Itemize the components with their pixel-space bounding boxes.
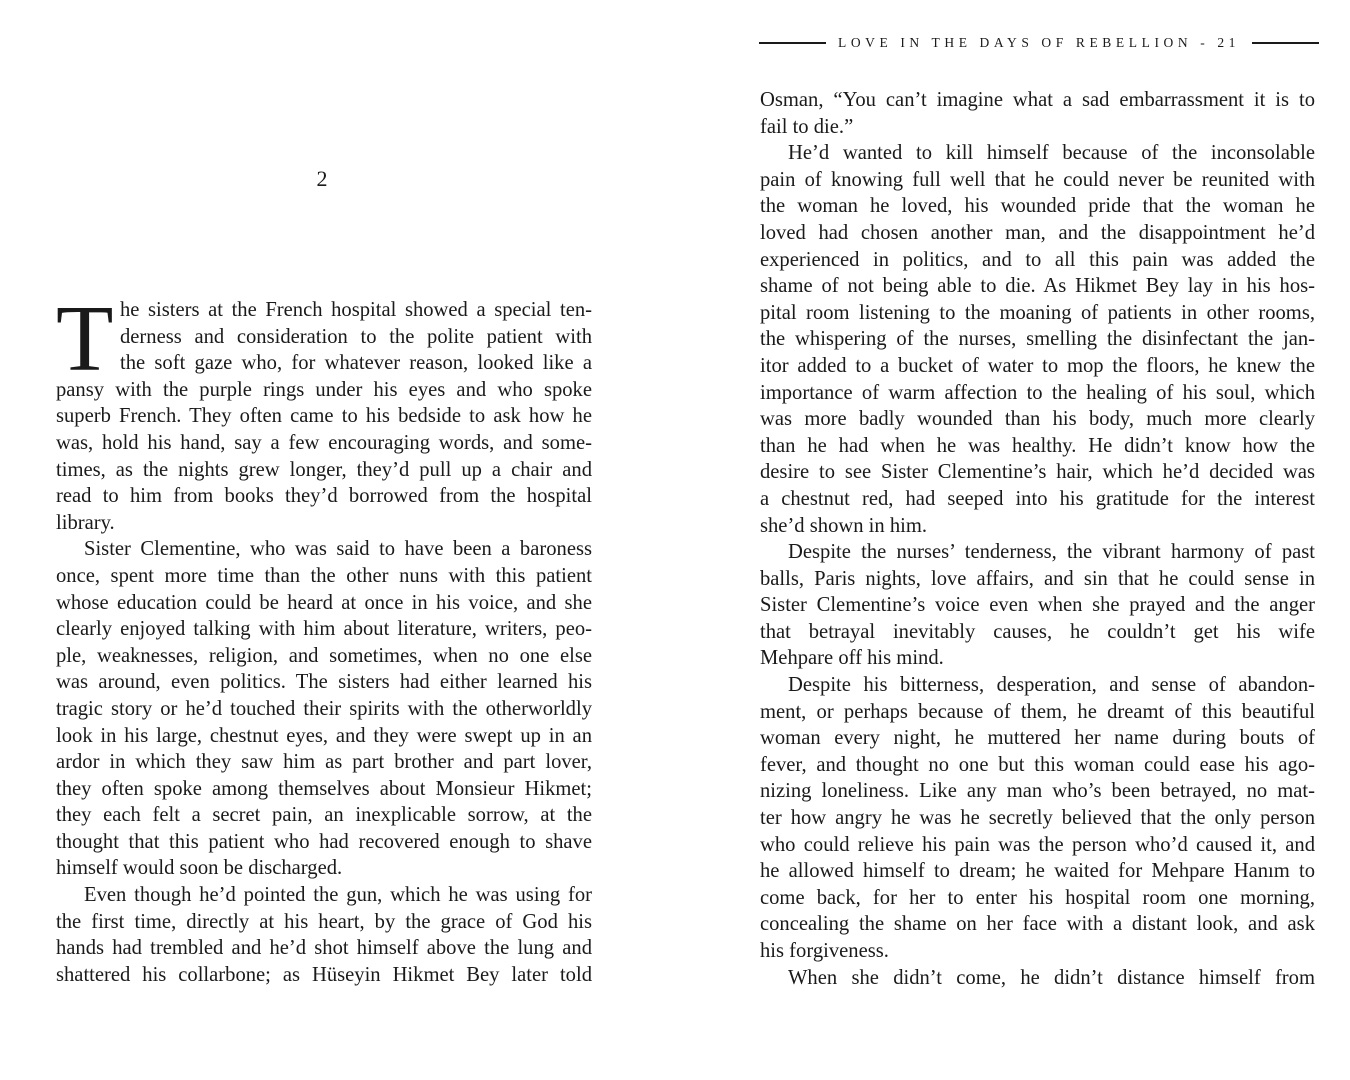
text-line: ardor in which they saw him as part brother and part lover, [56,751,592,774]
text-line: was more badly wounded than his body, much more clearly [760,408,1315,431]
text-line: He’d wanted to kill himself because of the inconsolable [788,142,1315,165]
text-line: was around, even politics. The sisters had either learned his [56,671,592,694]
text-line: look in his large, chestnut eyes, and they were swept up in an [56,724,592,747]
text-line: importance of warm affection to the healing of his soul, which [760,381,1315,404]
text-line: ter how angry he was he secretly believed that the only person [760,807,1315,830]
running-head-text [826,35,1252,51]
text-line: who could relieve his pain was the person who’d caused it, and [760,833,1315,856]
text-line: the first time, directly at his heart, by the grace of God his [56,910,592,933]
text-line: the soft gaze who, for whatever reason, looked like a [120,352,592,375]
text-line: loved had chosen another man, and the disappointment he’d [760,221,1315,244]
text-line: woman every night, he muttered her name during bouts of [760,727,1315,750]
running-head-rule-right [1252,42,1319,44]
text-line: read to him from books they’d borrowed from the hospital [56,485,592,508]
text-line: shame of not being able to die. As Hikmet Bey lay in his hos- [760,275,1315,298]
text-line: Even though he’d pointed the gun, which he was using for [84,884,592,907]
page-number: 21 [1217,35,1241,50]
text-line: ment, or perhaps because of them, he dreamt of this beautiful [760,700,1315,723]
text-line: she’d shown in him. [760,514,928,537]
text-line: the whispering of the nurses, smelling the disinfectant the jan- [760,328,1315,351]
chapter-number: 2 [316,166,328,191]
text-line: library. [56,511,115,534]
text-line: desire to see Sister Clementine’s hair, which he’d decided was [760,461,1315,484]
text-line: experienced in politics, and to all this pain was added the [760,248,1315,271]
text-line: come back, for her to enter his hospital room one morning, [760,886,1315,909]
text-line: ple, weaknesses, religion, and sometimes, when no one else [56,644,592,667]
right-page-body [760,87,1315,991]
text-line: he allowed himself to dream; he waited for Mehpare Hanım to [760,860,1315,883]
text-line: himself would soon be discharged. [56,857,343,880]
text-line: Sister Clementine’s voice even when she prayed and the anger [760,594,1315,617]
right-page [675,0,1350,1080]
text-line: concealing the shame on her face with a distant look, and ask [760,913,1315,936]
text-line: once, spent more time than the other nuns with this patient [56,564,592,587]
text-line: Despite his bitterness, desperation, and sense of abandon- [788,674,1315,697]
text-line: fever, and thought no one but this woman could ease his ago- [760,753,1315,776]
text-line: clearly enjoyed talking with him about literature, writers, peo- [56,618,592,641]
text-line: superb French. They often came to his bedside to ask how he [56,405,592,428]
text-line: that betrayal inevitably causes, he couldn’t get his wife [760,620,1315,643]
text-line: itor added to a bucket of water to mop the floors, he knew the [760,354,1315,377]
text-line: was, hold his hand, say a few encouraging words, and some- [56,431,592,454]
text-line: times, as the nights grew longer, they’d pull up a chair and [56,458,592,481]
text-line: he sisters at the French hospital showed a special ten- [120,299,592,321]
text-line: nizing loneliness. Like any man who’s been betrayed, no mat- [760,780,1315,803]
text-line: Mehpare off his mind. [760,647,944,670]
text-line: tragic story or he’d touched their spirits with the otherworldly [56,697,592,720]
text-line: the woman he loved, his wounded pride that the woman he [760,195,1315,218]
text-line: pital room listening to the moaning of patients in other rooms, [760,301,1315,324]
text-line: derness and consideration to the polite patient with [120,325,592,348]
text-line: pansy with the purple rings under his eyes and who spoke [56,378,592,401]
text-line: Sister Clementine, who was said to have been a baroness [84,538,592,561]
text-line: they each felt a secret pain, an inexplicable sorrow, at the [56,804,592,827]
text-line: shattered his collarbone; as Hüseyin Hikmet Bey later told [56,963,592,986]
text-line: they often spoke among themselves about Monsieur Hikmet; [56,777,592,800]
text-line: Despite the nurses’ tenderness, the vibrant harmony of past [788,541,1315,564]
text-line: pain of knowing full well that he could never be reunited with [760,168,1315,191]
text-line: his forgiveness. [760,940,889,962]
left-page-body [56,287,592,988]
text-line: a chestnut red, had seeped into his gratitude for the interest [760,487,1315,510]
text-line: hands had trembled and he’d shot himself above the lung and [56,937,592,960]
text-line: thought that this patient who had recovered enough to shave [56,830,592,853]
text-line: balls, Paris nights, love affairs, and sin that he could sense in [760,567,1315,590]
drop-cap: T [56,287,114,391]
text-line: fail to die.” [760,115,854,138]
running-head-rule-left [759,42,826,44]
text-line: whose education could be heard at once in his voice, and she [56,591,592,614]
text-line: Osman, “You can’t imagine what a sad embarrassment it is to [760,89,1315,111]
running-head-separator: - [1200,35,1210,50]
text-line: When she didn’t come, he didn’t distance himself from [788,966,1315,989]
running-head-title: LOVE IN THE DAYS OF REBELLION [837,35,1193,50]
text-line: than he had when he was healthy. He didn’t know how the [760,434,1315,457]
running-head [759,33,1319,53]
